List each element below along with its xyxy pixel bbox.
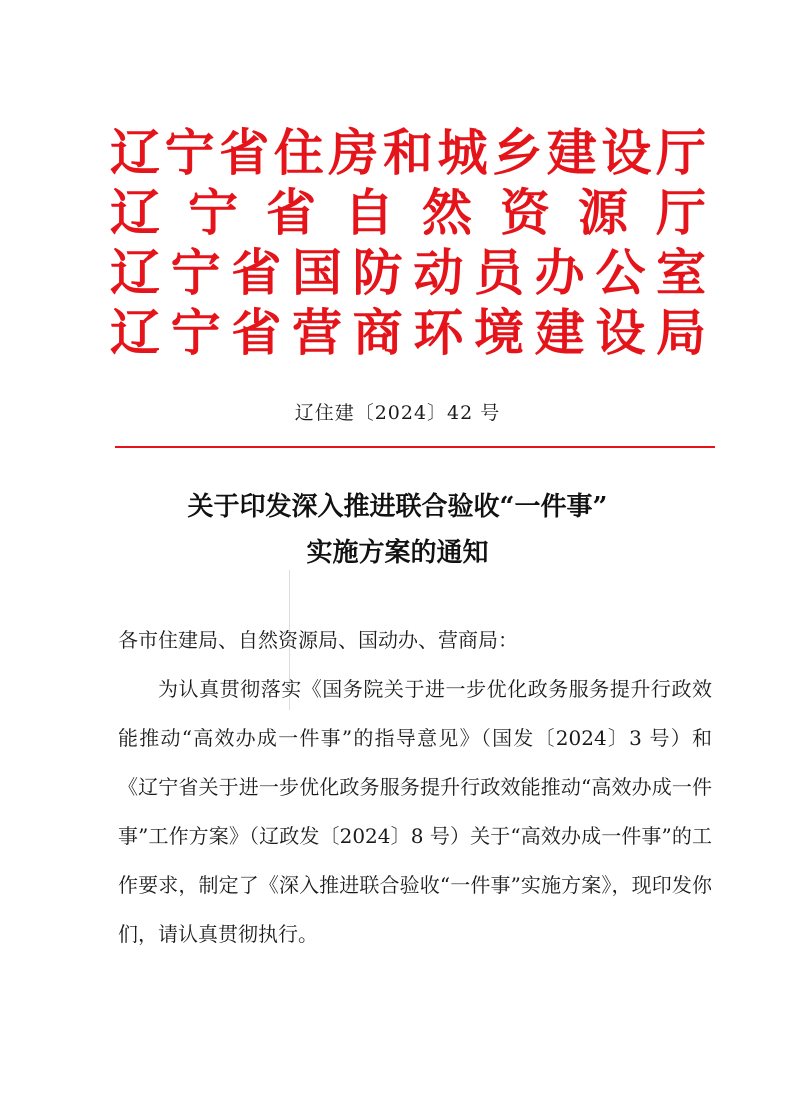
issuer-block [110,123,710,368]
title-line-2: 实施方案的通知 [306,538,489,568]
issuer-business-environment-bureau: 辽宁省营商环境建设局 [110,303,710,362]
addressee-line: 各市住建局、自然资源局、国动办、营商局： [118,628,518,652]
document-title [0,484,795,576]
red-divider-line [115,446,715,448]
document-body [118,616,712,959]
issuer-national-defense-mobilization-office: 辽宁省国防动员办公室 [110,243,710,302]
title-line-1: 关于印发深入推进联合验收“一件事” [187,492,608,522]
document-number: 辽住建〔2024〕42 号 [294,402,501,424]
issuer-natural-resources-department: 辽 宁 省 自 然 资 源 厅 [110,183,710,242]
body-paragraph: 为认真贯彻落实《国务院关于进一步优化政务服务提升行政效能推动“高效办成一件事”的指导意见》（国发〔2024〕3 号）和《辽宁省关于进一步优化政务服务提升行政效能推动“高效办成一件事”工作方案》（辽政发〔2024〕8 号）关于“高效办成一件事”的工作要求，制定了《深入推进联合验收“一件事”实施方案》，现印发你们，请认真贯彻执行。 [118,677,712,946]
issuer-housing-department: 辽宁省住房和城乡建设厅 [110,123,710,182]
